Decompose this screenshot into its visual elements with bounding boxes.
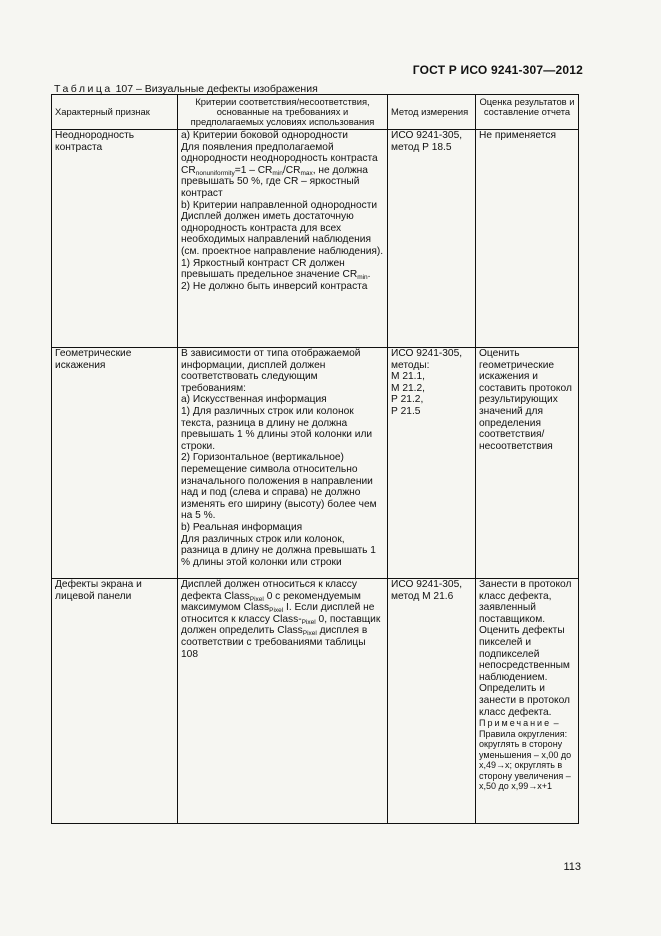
formula-part: , не должна превышать 50 %, где CR – яркостный контраст [181, 164, 368, 199]
table-row [52, 348, 579, 579]
criteria-line: Дисплей должен иметь достаточную однородность контраста для всех необходимых направлений наблюдения (см. проектное направление наблюдения). [181, 211, 384, 257]
col-header-feature: Характерный признак [52, 95, 178, 130]
col-header-method: Метод измерения [388, 95, 476, 130]
cell-method: ИСО 9241-305, метод М 21.6 [388, 579, 476, 824]
criteria-line: 1) Для различных строк или колонок текста, разница в длину не должна превышать 1 % длины этой колонки или строки. [181, 405, 373, 452]
page-number: 113 [563, 861, 581, 873]
table-row [52, 130, 579, 348]
col-header-evaluation: Оценка результатов и составление отчета [476, 95, 579, 130]
table-caption-title: 107 – Визуальные дефекты изображения [112, 83, 318, 95]
cell-evaluation: Не применяется [476, 130, 579, 348]
criteria-subscript: Pixel [269, 607, 284, 615]
cell-feature: Дефекты экрана и лицевой панели [52, 579, 178, 824]
cell-criteria [178, 130, 388, 348]
criteria-line: В зависимости от типа отображаемой информации, дисплей должен соответствовать следующим требованиям: [181, 348, 361, 394]
formula-subscript: max [300, 169, 313, 177]
criteria-part: Дисплей должен относиться к классу дефекта Class [181, 579, 357, 602]
cell-evaluation: Оценить геометрические искажения и составить протокол результирующих значений для определения соответствия/несоответствия [476, 348, 579, 579]
criteria-line: а) Искусственная информация [181, 394, 327, 406]
note-title: Примечание [479, 718, 552, 729]
criteria-line [181, 258, 384, 281]
method-line: Р 21.5 [391, 405, 421, 417]
table-row [52, 579, 579, 824]
cell-criteria [178, 579, 388, 824]
method-line: Р 21.2, [391, 394, 424, 406]
criteria-part: 0, поставщик должен определить Class [181, 613, 381, 637]
criteria-line: b) Критерии направленной однородности [181, 199, 378, 211]
col-header-criteria: Критерии соответствия/несоответствия, основанные на требованиях и предполагаемых условиях использования [178, 95, 388, 130]
criteria-line: b) Реальная информация [181, 521, 303, 533]
criteria-line: a) Критерии боковой однородности [181, 130, 348, 141]
method-line: М 21.1, [391, 371, 425, 383]
criteria-subscript: min [357, 274, 368, 282]
criteria-part: 1) Яркостный контраст CR должен превышать предельное значение CR [181, 257, 358, 281]
criteria-line: 2) Горизонтальное (вертикальное) перемещение символа относительно изначального положения в направлении над и под (слева и справа) не должно изменять его ширину (высоту) более чем на 5 %. [181, 452, 377, 522]
criteria-subscript: Pixel [302, 630, 317, 638]
criteria-subscript: Pixel [249, 595, 264, 603]
formula-part: CR [181, 164, 196, 176]
cell-feature: Геометрические искажения [52, 348, 178, 579]
defects-table [51, 94, 579, 824]
criteria-formula [181, 165, 384, 200]
cell-method: ИСО 9241-305, метод Р 18.5 [388, 130, 476, 348]
formula-part: /CR [282, 164, 301, 176]
criteria-part: . [367, 269, 371, 281]
document-code: ГОСТ Р ИСО 9241-307—2012 [412, 63, 583, 77]
cell-method [388, 348, 476, 579]
method-line: М 21.2, [391, 382, 425, 394]
criteria-part: дисплея в соответствии с требованиями таблицы 108 [181, 625, 368, 660]
cell-feature: Неоднородность контраста [52, 130, 178, 348]
method-line: ИСО 9241-305, методы: [391, 348, 463, 371]
criteria-line: 2) Не должно быть инверсий контраста [181, 280, 368, 292]
criteria-part: 0 с рекомендуемым максимумом Class [181, 590, 361, 614]
note-text: – Правила округления: округлять в сторону уменьшения – x,00 до x,49→x; округлять в сторону увеличения – x,50 до x,99→x+1 [479, 718, 572, 792]
table-header-row [52, 95, 579, 130]
criteria-part: I. Если дисплей не относится к классу Class- [181, 602, 375, 625]
criteria-line: Для появления предполагаемой однородности неоднородность контраста [181, 141, 378, 165]
evaluation-note [479, 718, 575, 792]
criteria-line: Для различных строк или колонок, разница в длину не должна превышать 1 % длины этой колонки или строки [181, 533, 376, 568]
formula-subscript: min [272, 169, 283, 177]
formula-subscript: nonuniformity [195, 169, 235, 177]
evaluation-text: Занести в протокол класс дефекта, заявленный поставщиком. Оценить дефекты пикселей и подпикселей непосредственным наблюдением. Определить и занести в протокол класс дефекта. [479, 579, 572, 718]
table-caption-label: Таблица [54, 83, 113, 95]
cell-criteria [178, 348, 388, 579]
criteria-subscript: Pixel [301, 618, 316, 626]
cell-evaluation [476, 579, 579, 824]
formula-part: =1 – CR [234, 164, 273, 176]
